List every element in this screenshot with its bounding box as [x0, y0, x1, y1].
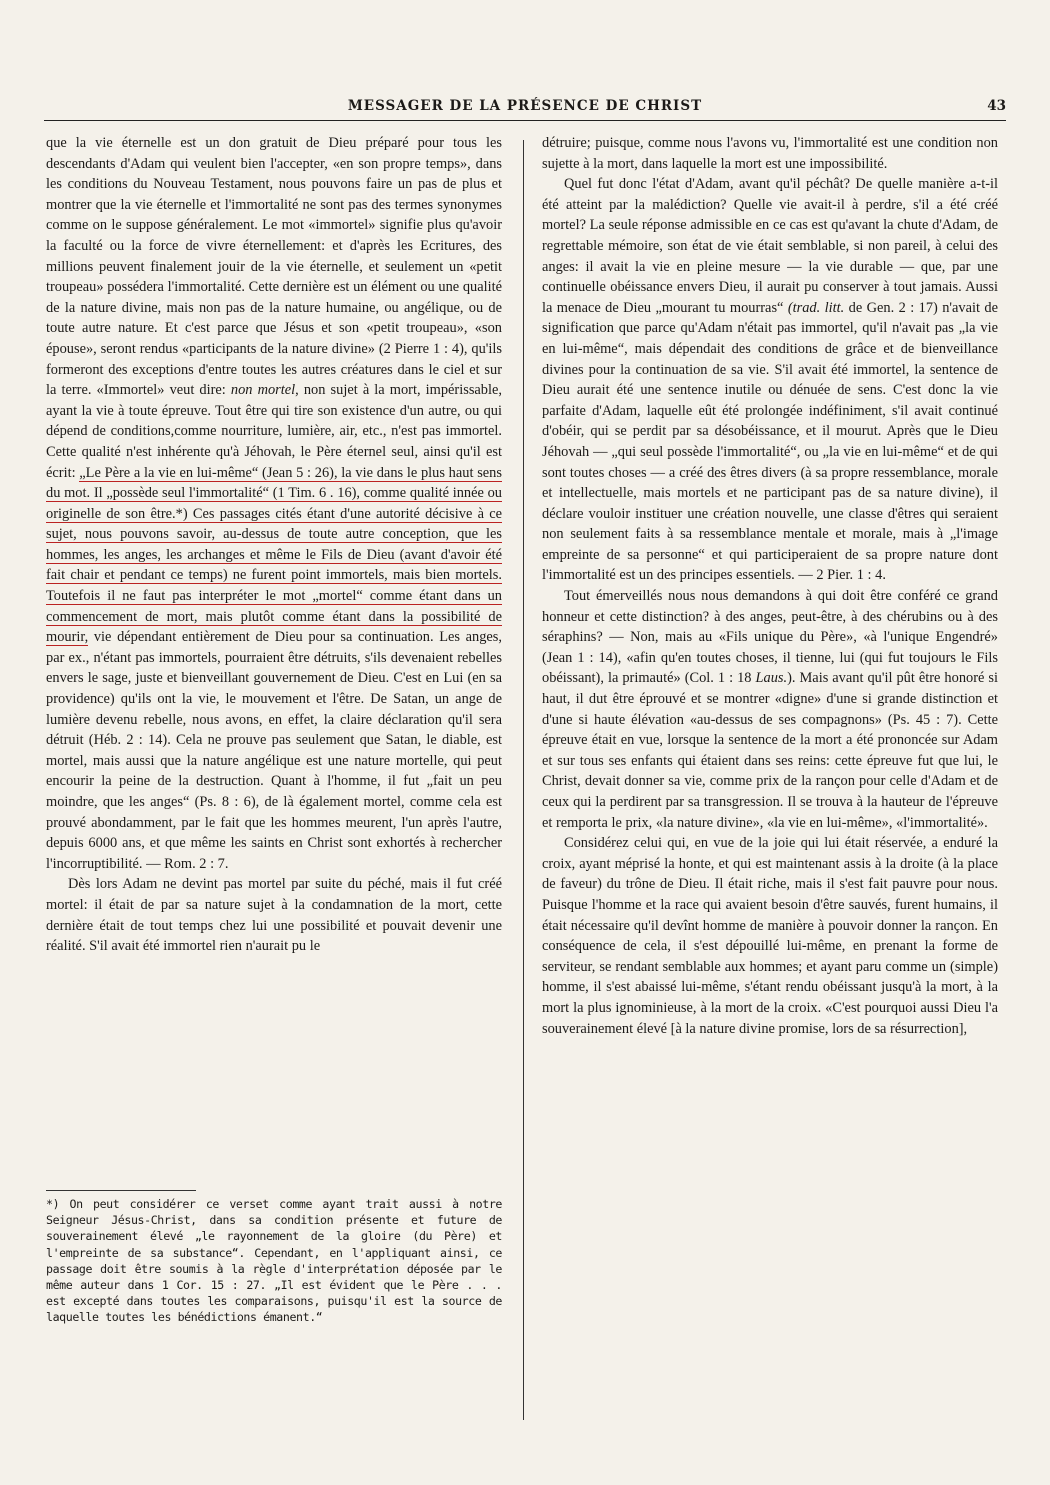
- right-p3-text-b: ). Mais avant qu'il pût être honoré si haut, il dut être éprouvé et se montrer «digne» d'une si grande distinction et d'une si haute élévation «au-dessus de ses compagnons» (Ps. 45 : 7). Cette épreuve était en vue, lorsque la sentence de la mort a été prononcée sur Adam et sur tous ses enfants qui étaient dans ses reins: cette épreuve fut que lui, le Christ, devait donner sa vie, comme prix de la rançon pour celle d'Adam et de ceux qui la perdirent par sa transgression. Il se trouva à la hauteur de l'épreuve et remporta le prix, «la nature divine», «la vie en lui-même», «l'immortalité».: [542, 670, 999, 831]
- left-p1-text-c: vie dépendant entièrement de Dieu pour sa continuation. Les anges, par ex., n'étant pas immortels, pourraient être détruits, s'ils devenaient rebelles envers le sage, juste et bienveillant gouvernement de Dieu. C'est en Lui (en sa providence) qu'ils ont la vie, le mouvement et l'être. De Satan, un ange de lumière devenu rebelle, nous avons, en effet, la claire déclaration qu'il sera détruit (Héb. 2 : 14). Cela ne prouve pas seulement que Satan, le diable, est mortel, mais aussi que la nature angélique est une nature mortelle, qui peut encourir la peine de la destruction. Quant à l'homme, il fut „fait un peu moindre, que les anges“ (Ps. 8 : 6), de là également mortel, comme cela est prouvé abondamment, par le fait que les hommes meurent, l'un après l'autre, depuis 6000 ans, et que même les saints en Christ sont exhortés à rechercher l'incorruptibilité. — Rom. 2 : 7.: [46, 629, 502, 872]
- footnote: *) On peut considérer ce verset comme ayant trait aussi à notre Seigneur Jésus-Christ, dans sa condition présente et future de souverainement élevé „le rayonnement de la gloire (du Père) et l'empreinte de sa substance“. Cependant, en l'appliquant ainsi, ce passage doit être soumis à la règle d'interprétation déposée par le même auteur dans 1 Cor. 15 : 27. „Il est évident que le Père . . . est excepté dans toutes les comparaisons, puisqu'il est la source de laquelle toutes les bénédictions émanent.“: [46, 1197, 502, 1325]
- right-paragraph-4: Considérez celui qui, en vue de la joie qui lui était réservée, a enduré la croix, ayant méprisé la honte, et qui est maintenant assis à la droite (à la place de faveur) du trône de Dieu. Il était riche, mais il s'est fait pauvre pour nous. Puisque l'homme et la race qui avaient besoin d'être sauvés, furent humains, il était nécessaire qu'il devînt homme de manière à pouvoir donner la rançon. En conséquence de cela, il s'est dépouillé lui-même, en prenant la forme de serviteur, se rendant semblable aux hommes; et ayant paru comme un (simple) homme, il s'est abaissé lui-même, s'étant rendu obéissant jusqu'à la mort, à la mort la plus ignominieuse, à la mort de la croix. «C'est pourquoi aussi Dieu l'a souverainement élevé [à la nature divine promise, lors de sa résurrection],: [542, 835, 998, 1037]
- column-divider: [523, 140, 524, 1420]
- underlined-passage: „Le Père a la vie en lui-même“ (Jean 5 : 26), la vie dans le plus haut sens du mot. Il „possède seul l'immortalité“ (1 Tim. 6 . 16), comme qualité innée ou originelle de son être.*) Ces passages cités étant d'une autorité décisive à ce sujet, nous pouvons savoir, au-dessus de toute autre conception, que les hommes, les anges, les archanges et même le Fils de Dieu (avant d'avoir été fait chair et pendant ce temps) ne furent point immortels, mais bien mortels. Toutefois il ne faut pas interpréter le mot „mortel“ comme étant dans un commencement de mort, mais plutôt comme étant dans la possibilité de mourir,: [46, 464, 502, 646]
- right-paragraph-2: [542, 174, 998, 586]
- page-number: 43: [987, 98, 1006, 114]
- left-p1-text-b: , non sujet à la mort, impérissable, ayant la vie à toute épreuve. Tout être qui tire son existence d'un autre, ou qui dépend de conditions,comme nourriture, lumière, air, etc., n'est pas immortel. Cette qualité n'est inhérente qu'à Jéhovah, le Père éternel seul, ainsi qu'il est écrit:: [46, 382, 502, 481]
- right-p3-emphasis: Laus.: [755, 670, 788, 687]
- right-p2-emphasis: (trad. litt.: [787, 299, 845, 316]
- right-paragraph-3: [542, 586, 998, 833]
- left-column: [46, 133, 502, 957]
- right-p3-text-a: Tout émerveillés nous nous demandons à qui doit être conféré ce grand honneur et cette distinction? à des anges, peut-être, à des chérubins ou à des séraphins? — Non, mais au «Fils unique du Père», «à l'unique Engendré» (Jean 1 : 14), «afin qu'en toutes choses, il tienne, lui (qui fut toujours le Fils obéissant), la primauté» (Col. 1 : 18: [542, 588, 998, 687]
- left-p1-text-a: que la vie éternelle est un don gratuit de Dieu préparé pour tous les descendants d'Adam qui veulent bien l'accepter, «en son propre temps», dans les conditions du Nouveau Testament, nous pouvons faire un pas de plus et montrer que la vie éternelle et l'immortalité ne sont pas des termes synonymes comme on le suppose généralement. Le mot «immortel» signifie plus qu'avoir la faculté ou la force de vivre éternellement: et d'après les Ecritures, des millions peuvent finalement jouir de la vie éternelle, et seulement un «petit troupeau» possédera l'immortalité. Cette dernière est un élément ou une qualité de la nature divine, mais non pas de la nature humaine, ou angélique, ou de toute autre nature. Et c'est parce que Jésus et son «petit troupeau», «son épouse», seront rendus «participants de la nature divine» (2 Pierre 1 : 4), qu'ils formeront des exceptions d'entre toutes les autres créatures dans le ciel et sur la terre. «Immortel» veut dire:: [46, 135, 502, 399]
- left-paragraph-1: [46, 133, 502, 874]
- left-p1-emphasis: non mortel: [230, 382, 296, 399]
- right-p2-text-b: de Gen. 2 : 17) n'avait de signification que parce qu'Adam n'était pas immortel, qu'il n'avait pas „la vie en lui-même“, mais dépendait des conditions de grâce et de bienveillance divines pour la continuation de sa vie. S'il avait été immortel, la sentence de Dieu aurait été une sentence inutile ou dénuée de sens. C'est donc la vie parfaite d'Adam, laquelle eût été prolongée indéfiniment, s'il avait continué d'obéir, qui se perdit par sa désobéissance, et il mourut. Après que le Dieu Jéhovah — „qui seul possède l'immortalité“, ou „la vie en lui-même“ et de qui sont toutes choses — a créé des êtres divers (à sa propre ressemblance, morale et intellectuelle, mais mortels et ne participant pas de sa nature divine), il déclare vouloir instituer une création nouvelle, une classe d'êtres qui seraient non seulement faits à sa ressemblance mentale et morale, mais à „l'image empreinte de sa personne“ et qui participeraient de sa propre nature dont l'immortalité est un des principes essentiels. — 2 Pier. 1 : 4.: [542, 299, 998, 584]
- right-paragraph-1: détruire; puisque, comme nous l'avons vu, l'immortalité est une condition non sujette à la mort, dans laquelle la mort est une impossibilité.: [542, 135, 998, 172]
- left-paragraph-2: Dès lors Adam ne devint pas mortel par suite du péché, mais il fut créé mortel: il était de par sa nature sujet à la condamnation de la mort, cette dernière était de tout temps chez lui une possibilité et pouvait devenir une réalité. S'il avait été immortel rien n'aurait pu le: [46, 876, 502, 955]
- right-p2-text-a: Quel fut donc l'état d'Adam, avant qu'il péchât? De quelle manière a-t-il été atteint par la malédiction? Quelle vie avait-il à perdre, s'il a été créé mortel? La seule réponse admissible en ce cas est qu'avant la chute d'Adam, de regrettable mémoire, son état de vie était semblable, si non pareil, à celui des anges: il avait la vie en pleine mesure — la vie durable — que, par une continuelle obéissance envers Dieu, il aurait pu conserver à tout jamais. Aussi la menace de Dieu „mourant tu mourras“: [542, 176, 998, 316]
- header-title: MESSAGER DE LA PRÉSENCE DE CHRIST: [347, 98, 703, 114]
- right-column: [542, 133, 998, 1039]
- running-header: [44, 96, 1006, 121]
- footnote-divider: [46, 1190, 196, 1191]
